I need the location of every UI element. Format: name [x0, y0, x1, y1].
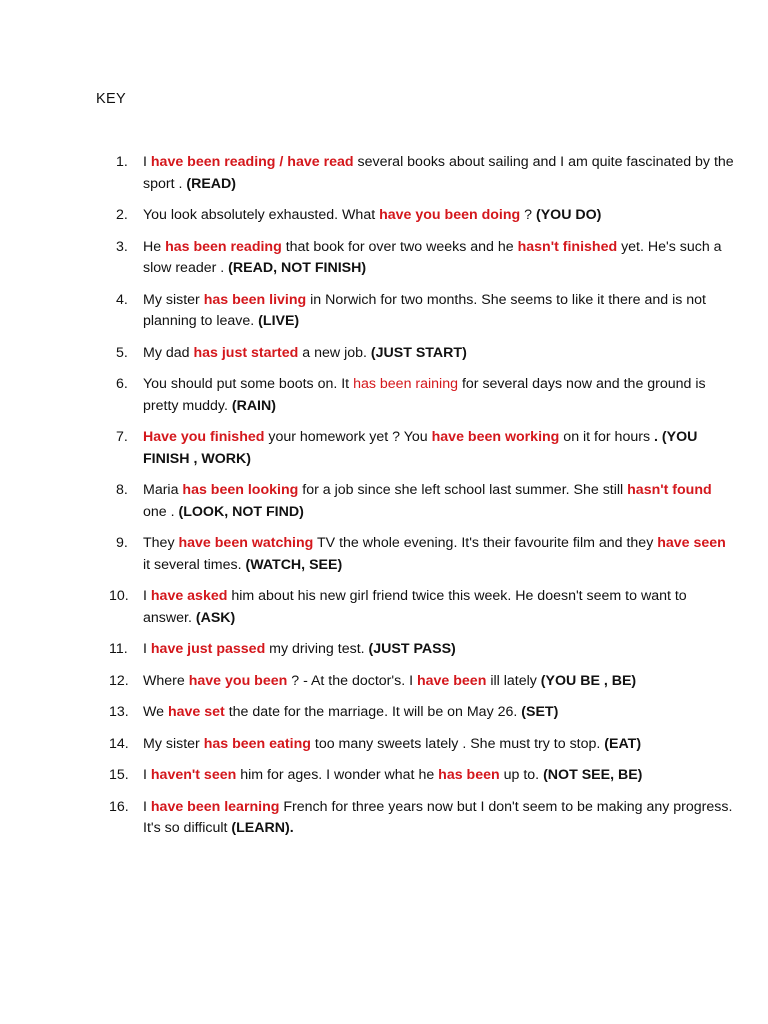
- verb-hint: (SET): [521, 704, 559, 720]
- item-number: 2.: [116, 207, 128, 223]
- sentence-text: too many sweets lately . She must try to stop.: [310, 735, 605, 752]
- item-number: 10.: [109, 588, 129, 604]
- list-item: [109, 702, 736, 724]
- sentence-text: ill lately: [486, 672, 541, 689]
- sentence-text: I: [143, 588, 151, 604]
- list-item: [109, 765, 736, 787]
- answer-text: has just started: [193, 344, 299, 361]
- sentence-text: several books about sailing and I am quite fascinated by the sport .: [143, 154, 734, 192]
- page-title: KEY: [96, 91, 126, 107]
- sentence-text: him for ages. I wonder what he: [236, 767, 439, 783]
- verb-hint: (YOU DO): [535, 207, 602, 223]
- sentence-text: up to.: [499, 767, 544, 783]
- verb-hint: (JUST START): [370, 344, 467, 361]
- answer-text: hasn't finished: [517, 238, 618, 255]
- sentence-text: my driving test.: [265, 641, 369, 657]
- answer-text: has been raining: [353, 376, 458, 392]
- sentence-text: on it for hours: [559, 429, 654, 445]
- verb-hint: (NOT SEE, BE): [543, 767, 643, 783]
- sentence-text: My sister: [143, 291, 204, 308]
- answer-text: has been living: [203, 291, 307, 308]
- item-number: 7.: [116, 429, 128, 445]
- verb-hint: (READ): [186, 175, 237, 192]
- list-item: [109, 639, 736, 661]
- sentence-text: I: [143, 767, 151, 783]
- sentence-text: Where: [143, 672, 189, 689]
- sentence-text: the date for the marriage. It will be on May 26.: [224, 704, 522, 720]
- item-number: 8.: [116, 482, 128, 498]
- answer-text: have been watching: [178, 535, 314, 551]
- item-number: 12.: [109, 672, 129, 689]
- list-item: [116, 343, 736, 365]
- sentence-text: yet. He's such a slow reader .: [143, 238, 722, 276]
- answer-text: has been eating: [203, 735, 311, 752]
- answer-text: have set: [167, 704, 225, 720]
- list-item: [116, 152, 736, 195]
- answer-text: have been reading / have read: [150, 154, 354, 170]
- sentence-text: I: [143, 154, 151, 170]
- item-number: 3.: [116, 238, 128, 255]
- list-item: [109, 671, 736, 693]
- verb-hint: (EAT): [604, 735, 642, 752]
- sentence-text: I: [143, 798, 151, 815]
- item-number: 16.: [109, 798, 129, 815]
- verb-hint: (LIVE): [258, 313, 300, 329]
- answer-text: have you been doing: [379, 207, 521, 223]
- item-number: 5.: [116, 344, 128, 361]
- sentence-text: You look absolutely exhausted. What: [143, 207, 380, 223]
- verb-hint: (RAIN): [231, 397, 276, 414]
- list-item: [109, 797, 736, 840]
- sentence-text: ? - At the doctor's. I: [287, 672, 417, 689]
- sentence-text: They: [143, 535, 179, 551]
- sentence-text: it several times.: [143, 556, 246, 573]
- list-item: [116, 237, 736, 280]
- sentence-text: Maria: [143, 482, 183, 498]
- list-item: [116, 533, 736, 576]
- verb-hint: (WATCH, SEE): [245, 556, 343, 573]
- sentence-text: your homework yet ? You: [264, 429, 432, 445]
- sentence-text: in Norwich for two months. She seems to like it there and is not planning to leave.: [143, 291, 706, 329]
- verb-hint: (ASK): [195, 609, 236, 626]
- answer-text: hasn't found: [627, 482, 712, 498]
- sentence-text: one .: [143, 503, 179, 520]
- sentence-text: TV the whole evening. It's their favourite film and they: [313, 535, 658, 551]
- list-item: [116, 427, 736, 470]
- item-number: 4.: [116, 291, 128, 308]
- item-number: 1.: [116, 154, 128, 170]
- sentence-text: him about his new girl friend twice this week. He doesn't seem to want to answer.: [143, 588, 687, 626]
- item-number: 14.: [109, 735, 129, 752]
- sentence-text: My sister: [143, 735, 204, 752]
- item-number: 15.: [109, 767, 129, 783]
- answer-text: haven't seen: [150, 767, 237, 783]
- sentence-text: My dad: [143, 344, 194, 361]
- answer-text: have you been: [188, 672, 288, 689]
- list-item: [116, 205, 736, 227]
- sentence-text: French for three years now but I don't seem to be making any progress. It's so difficult: [143, 798, 733, 836]
- sentence-text: I: [143, 641, 151, 657]
- answer-text: have been learning: [150, 798, 280, 815]
- answer-text: have asked: [150, 588, 228, 604]
- answer-key-list: [109, 152, 736, 850]
- sentence-text: We: [143, 704, 168, 720]
- list-item: [109, 586, 736, 629]
- list-item: [109, 734, 736, 756]
- item-number: 6.: [116, 376, 128, 392]
- sentence-text: for a job since she left school last summer. She still: [298, 482, 628, 498]
- answer-text: have been working: [431, 429, 560, 445]
- verb-hint: (YOU BE , BE): [540, 672, 637, 689]
- answer-text: has been looking: [182, 482, 299, 498]
- answer-text: has been: [438, 767, 500, 783]
- list-item: [116, 374, 736, 417]
- sentence-text: for several days now and the ground is pretty muddy.: [143, 376, 706, 414]
- answer-text: have been: [416, 672, 487, 689]
- sentence-text: He: [143, 238, 166, 255]
- item-number: 9.: [116, 535, 128, 551]
- answer-text: has been reading: [165, 238, 282, 255]
- item-number: 11.: [109, 641, 128, 657]
- sentence-text: that book for over two weeks and he: [281, 238, 518, 255]
- sentence-text: You should put some boots on. It: [143, 376, 354, 392]
- answer-text: have just passed: [150, 641, 266, 657]
- answer-text: have seen: [657, 535, 726, 551]
- item-number: 13.: [109, 704, 129, 720]
- verb-hint: (LEARN).: [231, 820, 294, 836]
- verb-hint: (JUST PASS): [368, 641, 456, 657]
- verb-hint: . (YOU FINISH , WORK): [143, 429, 698, 467]
- answer-text: Have you finished: [143, 429, 265, 445]
- list-item: [116, 290, 736, 333]
- list-item: [116, 480, 736, 523]
- verb-hint: (READ, NOT FINISH): [228, 260, 367, 276]
- sentence-text: a new job.: [298, 344, 371, 361]
- verb-hint: (LOOK, NOT FIND): [178, 503, 304, 520]
- sentence-text: ?: [520, 207, 536, 223]
